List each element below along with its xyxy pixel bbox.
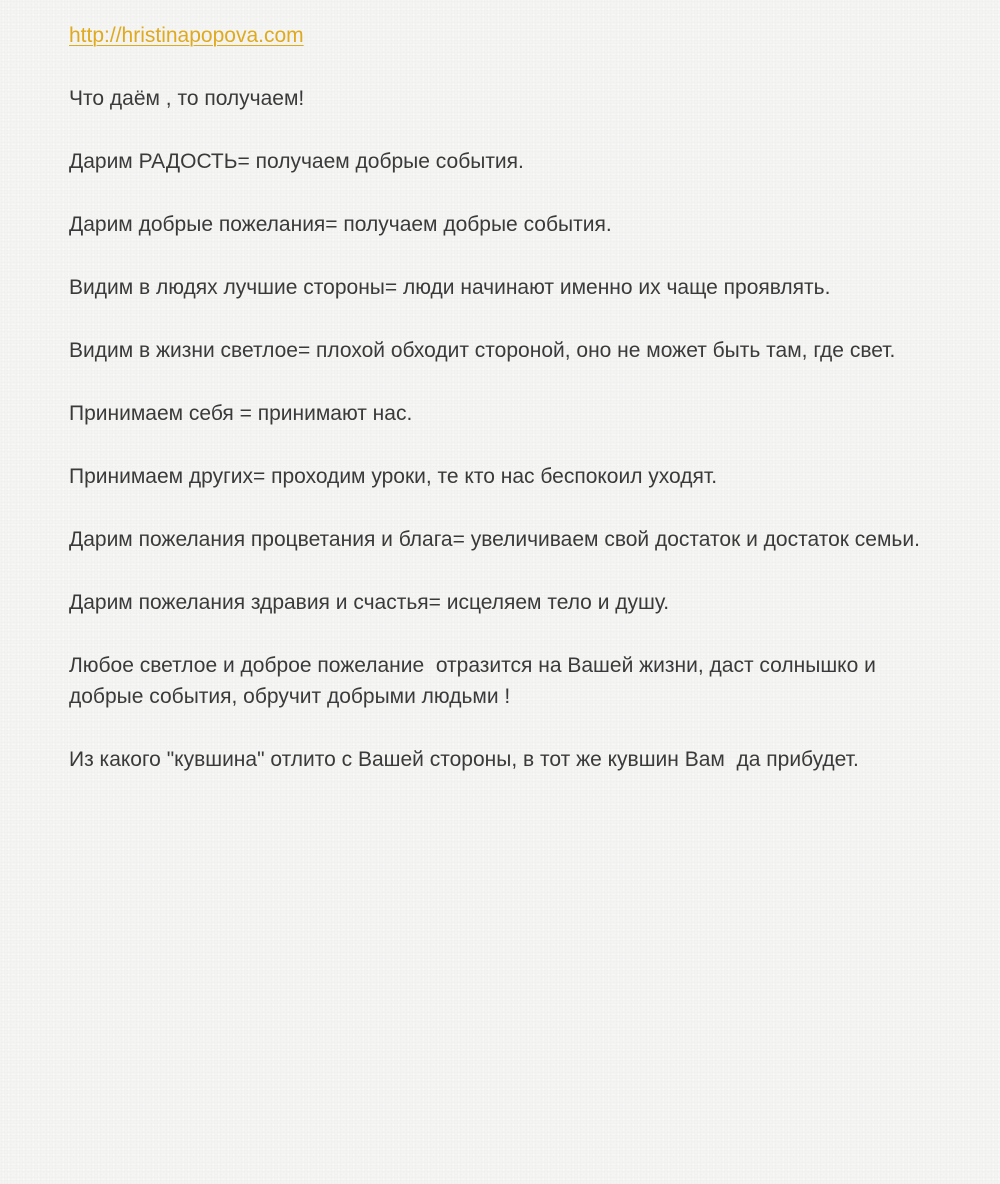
note-paragraph-1: Что даём , то получаем! xyxy=(69,87,305,110)
note-paragraph-11: Из какого "кувшина" отлито с Вашей стороны, в тот же кувшин Вам да прибудет. xyxy=(69,748,859,771)
website-link[interactable]: http://hristinapopova.com xyxy=(69,24,304,47)
note-paragraph-9: Дарим пожелания здравия и счастья= исцеляем тело и душу. xyxy=(69,591,670,614)
note-body[interactable] xyxy=(69,20,939,775)
note-paragraph-2: Дарим РАДОСТЬ= получаем добрые события. xyxy=(69,150,524,173)
note-paragraph-10: Любое светлое и доброе пожелание отразится на Вашей жизни, даст солнышко и добрые события, обручит добрыми людьми ! xyxy=(69,654,882,708)
note-paragraph-8: Дарим пожелания процветания и блага= увеличиваем свой достаток и достаток семьи. xyxy=(69,528,920,551)
note-paragraph-5: Видим в жизни светлое= плохой обходит стороной, оно не может быть там, где свет. xyxy=(69,339,896,362)
note-paragraph-3: Дарим добрые пожелания= получаем добрые события. xyxy=(69,213,612,236)
note-paragraph-7: Принимаем других= проходим уроки, те кто нас беспокоил уходят. xyxy=(69,465,718,488)
note-paragraph-6: Принимаем себя = принимают нас. xyxy=(69,402,413,425)
note-paragraph-4: Видим в людях лучшие стороны= люди начинают именно их чаще проявлять. xyxy=(69,276,831,299)
